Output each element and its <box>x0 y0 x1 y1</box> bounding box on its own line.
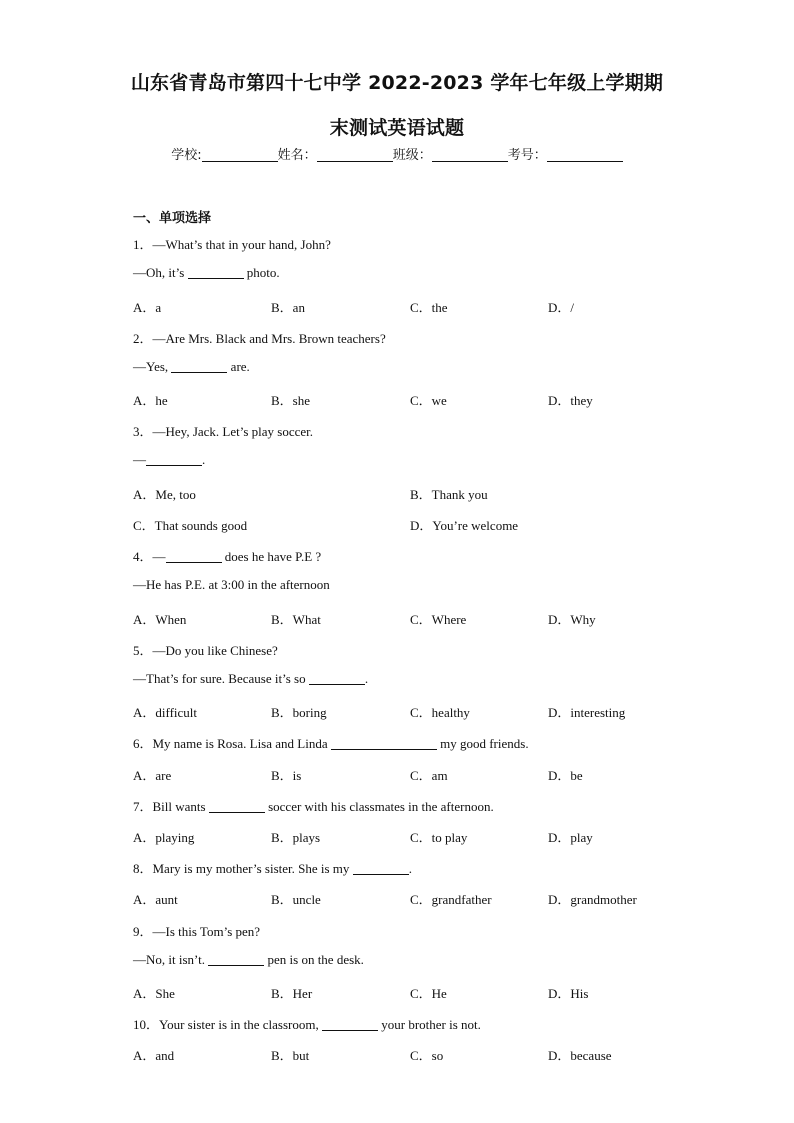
question-10-option-a[interactable]: A．and <box>133 1048 175 1063</box>
question-9-option-a[interactable]: A．She <box>133 986 175 1001</box>
school-label: 学校: <box>171 148 202 163</box>
question-3-reply-text: — <box>133 452 146 467</box>
question-1-reply-text: —Oh, it’s <box>133 265 188 280</box>
question-1-option-b[interactable]: B．an <box>271 300 305 315</box>
question-7-blank <box>209 799 265 813</box>
question-8-option-c[interactable]: C．grandfather <box>410 892 492 907</box>
question-3-reply-text-end: . <box>202 452 206 467</box>
question-4-option-d[interactable]: D．Why <box>548 612 596 627</box>
question-5-option-d[interactable]: D．interesting <box>548 705 626 720</box>
question-4-stem-text: 4．— <box>133 549 166 564</box>
question-6-blank <box>331 736 437 750</box>
question-6-stem-text-end: my good friends. <box>436 736 529 751</box>
question-7-option-c[interactable]: C．to play <box>410 830 468 845</box>
question-10-stem <box>133 1014 481 1033</box>
question-6-stem <box>133 733 529 752</box>
question-7-option-d[interactable]: D．play <box>548 830 593 845</box>
question-2-option-a[interactable]: A．he <box>133 393 168 408</box>
question-2-reply-text: —Yes, <box>133 359 172 374</box>
exam-title-line-1: 山东省青岛市第四十七中学 2022-2023 学年七年级上学期期 <box>130 72 664 94</box>
question-4-reply: —He has P.E. at 3:00 in the afternoon <box>133 577 330 592</box>
question-5-stem: 5．—Do you like Chinese? <box>133 643 278 658</box>
number-blank[interactable] <box>547 147 623 162</box>
question-6-option-b[interactable]: B．is <box>271 768 302 783</box>
question-5-option-a[interactable]: A．difficult <box>133 705 198 720</box>
question-10-option-c[interactable]: C．so <box>410 1048 444 1063</box>
question-6-option-c[interactable]: C．am <box>410 768 448 783</box>
question-6-option-d[interactable]: D．be <box>548 768 583 783</box>
question-2-blank <box>171 359 227 373</box>
question-1-option-c[interactable]: C．the <box>410 300 448 315</box>
question-9-blank <box>208 952 264 966</box>
question-9-reply-text: —No, it isn’t. <box>133 952 209 967</box>
question-2-option-d[interactable]: D．they <box>548 393 593 408</box>
class-label: 班级： <box>392 148 432 163</box>
name-label: 姓名： <box>277 148 317 163</box>
question-10-stem-text-end: your brother is not. <box>377 1017 481 1032</box>
question-3-option-d[interactable]: D．You’re welcome <box>410 518 519 533</box>
question-8-stem-text: 8．Mary is my mother’s sister. She is my <box>133 861 353 876</box>
question-10-option-d[interactable]: D．because <box>548 1048 612 1063</box>
student-info-row <box>0 144 794 163</box>
question-2-option-b[interactable]: B．she <box>271 393 311 408</box>
question-5-reply <box>133 671 368 687</box>
section-title: 一、单项选择 <box>133 211 212 226</box>
question-9-reply <box>133 952 364 968</box>
question-7-stem-text-end: soccer with his classmates in the afternoon. <box>264 799 494 814</box>
school-blank[interactable] <box>202 147 278 162</box>
question-2-reply <box>133 359 250 375</box>
question-7-stem <box>133 796 494 815</box>
question-1-stem: 1．—What’s that in your hand, John? <box>133 237 331 252</box>
exam-title-line-2: 末测试英语试题 <box>329 117 465 139</box>
question-3-stem: 3．—Hey, Jack. Let’s play soccer. <box>133 424 314 439</box>
question-3-blank <box>146 452 202 466</box>
question-9-option-b[interactable]: B．Her <box>271 986 313 1001</box>
class-blank[interactable] <box>432 147 508 162</box>
question-9-reply-text-end: pen is on the desk. <box>264 952 364 967</box>
question-5-option-b[interactable]: B．boring <box>271 705 327 720</box>
question-8-option-b[interactable]: B．uncle <box>271 892 321 907</box>
question-6-stem-text: 6．My name is Rosa. Lisa and Linda <box>133 736 331 751</box>
question-1-option-a[interactable]: A．a <box>133 300 162 315</box>
question-1-blank <box>188 265 244 279</box>
question-10-option-b[interactable]: B．but <box>271 1048 310 1063</box>
question-1-reply-text-end: photo. <box>243 265 280 280</box>
question-4-option-b[interactable]: B．What <box>271 612 321 627</box>
question-7-option-a[interactable]: A．playing <box>133 830 195 845</box>
number-label: 考号： <box>507 148 547 163</box>
question-9-stem: 9．—Is this Tom’s pen? <box>133 924 261 939</box>
question-4-option-a[interactable]: A．When <box>133 612 187 627</box>
question-1-option-d[interactable]: D．/ <box>548 300 575 315</box>
question-3-option-c[interactable]: C．That sounds good <box>133 518 248 533</box>
question-8-blank <box>353 861 409 875</box>
question-5-reply-text: —That’s for sure. Because it’s so <box>133 671 309 686</box>
question-3-reply <box>133 452 205 468</box>
question-7-option-b[interactable]: B．plays <box>271 830 321 845</box>
question-8-option-d[interactable]: D．grandmother <box>548 892 637 907</box>
question-5-option-c[interactable]: C．healthy <box>410 705 470 720</box>
question-2-reply-text-end: are. <box>227 359 250 374</box>
question-10-blank <box>322 1017 378 1031</box>
question-3-option-a[interactable]: A．Me, too <box>133 487 196 502</box>
question-7-stem-text: 7．Bill wants <box>133 799 209 814</box>
question-5-blank <box>309 671 365 685</box>
question-3-option-b[interactable]: B．Thank you <box>410 487 488 502</box>
name-blank[interactable] <box>317 147 393 162</box>
question-10-stem-text: 10．Your sister is in the classroom, <box>133 1017 322 1032</box>
question-8-stem-text-end: . <box>408 861 412 876</box>
question-8-stem <box>133 858 412 877</box>
question-6-option-a[interactable]: A．are <box>133 768 172 783</box>
question-8-option-a[interactable]: A．aunt <box>133 892 178 907</box>
question-2-stem: 2．—Are Mrs. Black and Mrs. Brown teachers? <box>133 331 386 346</box>
question-1-reply <box>133 265 280 281</box>
question-9-option-d[interactable]: D．His <box>548 986 589 1001</box>
question-4-stem <box>133 546 321 565</box>
question-9-option-c[interactable]: C．He <box>410 986 447 1001</box>
question-4-stem-text-end: does he have P.E ? <box>221 549 322 564</box>
question-5-reply-text-end: . <box>364 671 369 686</box>
question-2-option-c[interactable]: C．we <box>410 393 447 408</box>
question-4-blank <box>166 549 222 563</box>
question-4-option-c[interactable]: C．Where <box>410 612 467 627</box>
